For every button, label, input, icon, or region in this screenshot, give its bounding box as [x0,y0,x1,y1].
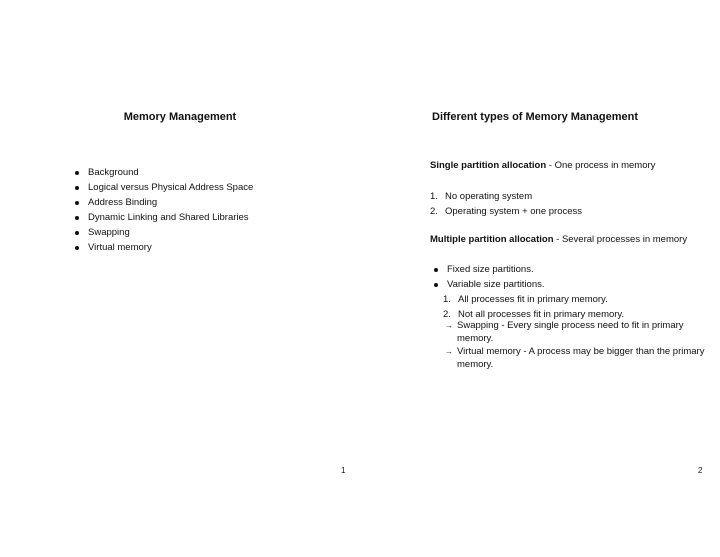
list-item: → Swapping - Every single process need to fit in primary memory. [445,320,684,344]
page-number: 2 [698,466,703,475]
variable-partition-list [443,292,624,322]
list-item: Logical versus Physical Address Space [75,180,253,195]
list-item: Address Binding [75,195,253,210]
topic-list [75,165,253,255]
bullet-icon [75,231,79,235]
bullet-icon [75,186,79,190]
multiple-partition-heading: Multiple partition allocation - Several processes in memory [430,234,688,245]
slide-title: Memory Management [123,111,237,123]
partition-types-list [434,262,545,292]
list-item: Fixed size partitions. [434,262,545,277]
slide-title: Different types of Memory Management [432,111,638,123]
bullet-icon [75,171,79,175]
list-item: Dynamic Linking and Shared Libraries [75,210,253,225]
list-item: 1. All processes fit in primary memory. [443,294,608,305]
list-item: Background [75,165,253,180]
list-item: Virtual memory [75,240,253,255]
list-item: 1. No operating system [430,191,533,202]
bullet-icon [75,216,79,220]
slide-2 [360,0,720,557]
single-partition-list [430,189,582,219]
bullet-icon [434,268,438,272]
bullet-icon [75,246,79,250]
list-item: Swapping [75,225,253,240]
page-number: 1 [341,466,346,475]
bullet-icon [434,283,438,287]
list-item: 2. Operating system + one process [430,206,583,217]
list-item: → Virtual memory - A process may be bigger than the primary memory. [445,346,705,370]
arrow-right-icon: → [445,347,453,356]
list-item: Variable size partitions. [434,277,545,292]
single-partition-heading: Single partition allocation - One process in memory [430,160,656,171]
bullet-icon [75,201,79,205]
list-item: 2. Not all processes fit in primary memory. [443,309,625,320]
arrow-right-icon: → [445,321,453,330]
memory-strategy-list [445,320,705,372]
